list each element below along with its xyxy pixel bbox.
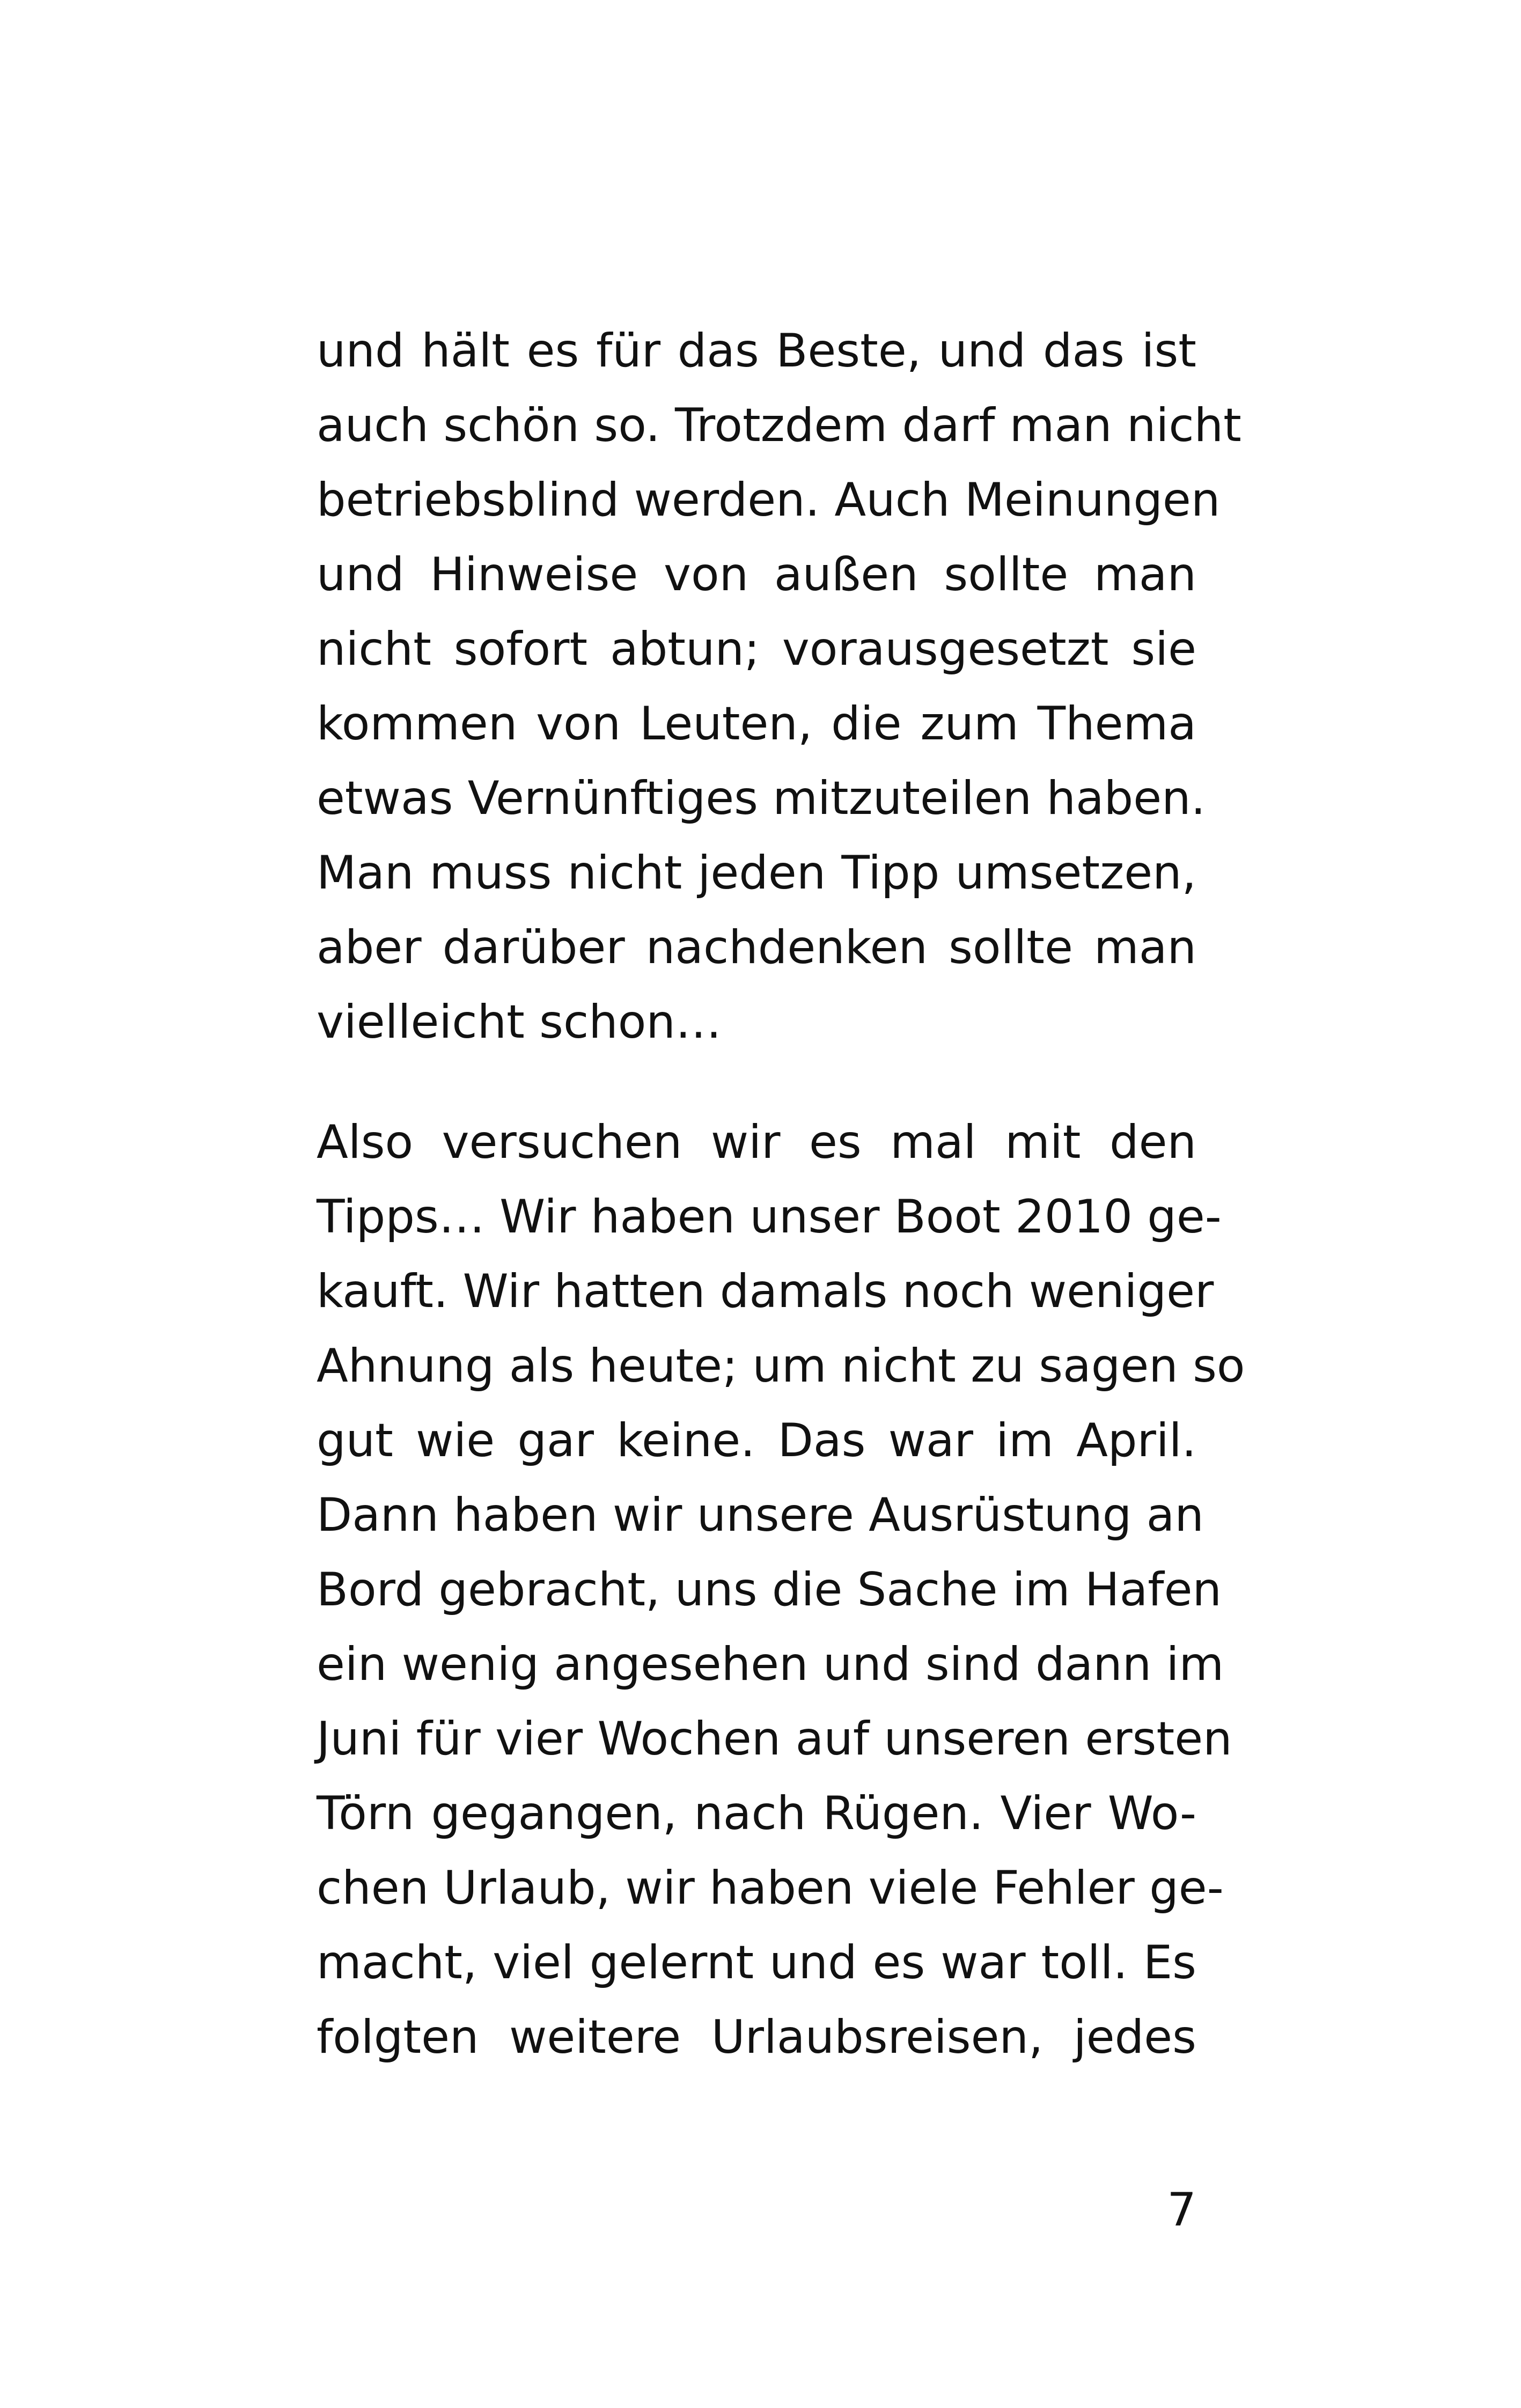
text-line: Also versuchen wir es mal mit den: [317, 1115, 1196, 1169]
page-number: 7: [1167, 2183, 1196, 2237]
text-line: chen Urlaub, wir haben viele Fehler ge-: [317, 1861, 1224, 1915]
text-line: macht, viel gelernt und es war toll. Es: [317, 1936, 1196, 1989]
text-line: Man muss nicht jeden Tipp umsetzen,: [317, 846, 1196, 900]
paragraph-1: [317, 314, 1241, 1060]
text-line: gut wie gar keine. Das war im April.: [317, 1414, 1196, 1467]
text-line: und Hinweise von außen sollte man: [317, 548, 1196, 601]
text-line: folgten weitere Urlaubsreisen, jedes: [317, 2010, 1196, 2064]
text-line: ein wenig angesehen und sind dann im: [317, 1638, 1224, 1691]
text-line: nicht sofort abtun; vorausgesetzt sie: [317, 622, 1196, 676]
text-line: Ahnung als heute; um nicht zu sagen so: [317, 1339, 1245, 1393]
text-line: kommen von Leuten, die zum Thema: [317, 697, 1196, 751]
text-line: Juni für vier Wochen auf unseren ersten: [317, 1712, 1232, 1766]
text-line: betriebsblind werden. Auch Meinungen: [317, 473, 1221, 527]
text-line: vielleicht schon…: [317, 995, 722, 1049]
text-line: Bord gebracht, uns die Sache im Hafen: [317, 1563, 1222, 1617]
text-line: aber darüber nachdenken sollte man: [317, 921, 1196, 974]
text-line: kauft. Wir hatten damals noch weniger: [317, 1265, 1214, 1318]
text-line: Dann haben wir unsere Ausrüstung an: [317, 1488, 1204, 1542]
text-line: auch schön so. Trotzdem darf man nicht: [317, 399, 1241, 452]
paragraph-2: [317, 1105, 1245, 2075]
text-line: Tipps… Wir haben unser Boot 2010 ge-: [317, 1190, 1222, 1244]
text-line: und hält es für das Beste, und das ist: [317, 324, 1196, 378]
text-line: etwas Vernünftiges mitzuteilen haben.: [317, 772, 1206, 825]
text-line: Törn gegangen, nach Rügen. Vier Wo-: [317, 1787, 1196, 1840]
